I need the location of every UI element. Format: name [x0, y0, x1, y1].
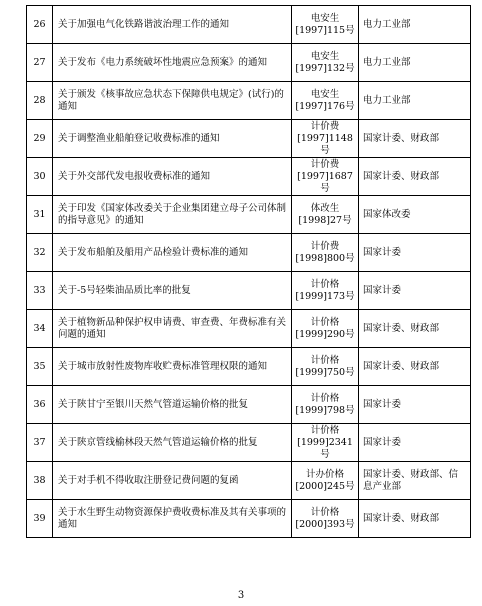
document-title: 关于调整渔业船舶登记收费标准的通知: [53, 120, 292, 158]
table-row: [27, 196, 471, 234]
issuing-authority: 国家计委、财政部: [359, 158, 471, 196]
issuing-authority: 国家计委: [359, 272, 471, 310]
issuing-authority: 国家计委: [359, 234, 471, 272]
document-title: 关于发布《电力系统破坏性地震应急预案》的通知: [53, 44, 292, 82]
page-number: 3: [237, 590, 245, 601]
table-row: [27, 6, 471, 44]
issuing-authority: 国家体改委: [359, 196, 471, 234]
row-number: 35: [27, 348, 53, 386]
document-number: 计价费 [1997]1687号: [292, 158, 359, 196]
document-title: 关于植物新品种保护权申请费、审查费、年费标准有关问题的通知: [53, 310, 292, 348]
table-row: [27, 348, 471, 386]
document-number: 计办价格 [2000]245号: [292, 462, 359, 500]
issuing-authority: 国家计委、财政部、信息产业部: [359, 462, 471, 500]
table-row: [27, 120, 471, 158]
issuing-authority: 国家计委: [359, 386, 471, 424]
document-number: 计价格 [1999]290号: [292, 310, 359, 348]
row-number: 33: [27, 272, 53, 310]
row-number: 38: [27, 462, 53, 500]
issuing-authority: 国家计委: [359, 424, 471, 462]
document-number: 计价格 [2000]393号: [292, 500, 359, 538]
row-number: 27: [27, 44, 53, 82]
table-row: [27, 310, 471, 348]
document-number: 计价格 [1999]2341号: [292, 424, 359, 462]
issuing-authority: 国家计委、财政部: [359, 500, 471, 538]
table-row: [27, 500, 471, 538]
issuing-authority: 国家计委、财政部: [359, 120, 471, 158]
row-number: 37: [27, 424, 53, 462]
document-number: 电安生 [1997]132号: [292, 44, 359, 82]
document-number: 计价费 [1998]800号: [292, 234, 359, 272]
row-number: 30: [27, 158, 53, 196]
issuing-authority: 国家计委、财政部: [359, 348, 471, 386]
document-title: 关于外交部代发电报收费标准的通知: [53, 158, 292, 196]
row-number: 34: [27, 310, 53, 348]
table-row: [27, 234, 471, 272]
table-row: [27, 82, 471, 120]
document-title: 关于城市放射性废物库收贮费标准管理权限的通知: [53, 348, 292, 386]
row-number: 31: [27, 196, 53, 234]
table-row: [27, 158, 471, 196]
table-row: [27, 44, 471, 82]
document-title: 关于陕京管线榆林段天然气管道运输价格的批复: [53, 424, 292, 462]
row-number: 32: [27, 234, 53, 272]
table-row: [27, 272, 471, 310]
row-number: 28: [27, 82, 53, 120]
document-title: 关于对手机不得收取注册登记费问题的复函: [53, 462, 292, 500]
row-number: 39: [27, 500, 53, 538]
table-row: [27, 462, 471, 500]
table-row: [27, 424, 471, 462]
document-number: 电安生 [1997]115号: [292, 6, 359, 44]
document-number: 电安生 [1997]176号: [292, 82, 359, 120]
document-title: 关于颁发《核事故应急状态下保障供电规定》(试行)的通知: [53, 82, 292, 120]
document-title: 关于印发《国家体改委关于企业集团建立母子公司体制的指导意见》的通知: [53, 196, 292, 234]
document-number: 计价格 [1999]750号: [292, 348, 359, 386]
document-title: 关于发布船舶及船用产品检验计费标准的通知: [53, 234, 292, 272]
document-number: 计价格 [1999]798号: [292, 386, 359, 424]
document-number: 体改生 [1998]27号: [292, 196, 359, 234]
issuing-authority: 电力工业部: [359, 82, 471, 120]
row-number: 36: [27, 386, 53, 424]
document-title: 关于水生野生动物资源保护费收费标准及其有关事项的通知: [53, 500, 292, 538]
issuing-authority: 电力工业部: [359, 6, 471, 44]
document-title: 关于加强电气化铁路谐波治理工作的通知: [53, 6, 292, 44]
row-number: 26: [27, 6, 53, 44]
document-title: 关于陕甘宁至银川天然气管道运输价格的批复: [53, 386, 292, 424]
document-number: 计价费 [1997]1148号: [292, 120, 359, 158]
document-number: 计价格 [1999]173号: [292, 272, 359, 310]
row-number: 29: [27, 120, 53, 158]
table-row: [27, 386, 471, 424]
issuing-authority: 国家计委、财政部: [359, 310, 471, 348]
regulations-table: [26, 5, 471, 538]
issuing-authority: 电力工业部: [359, 44, 471, 82]
document-title: 关于-5号轻柴油品质比率的批复: [53, 272, 292, 310]
